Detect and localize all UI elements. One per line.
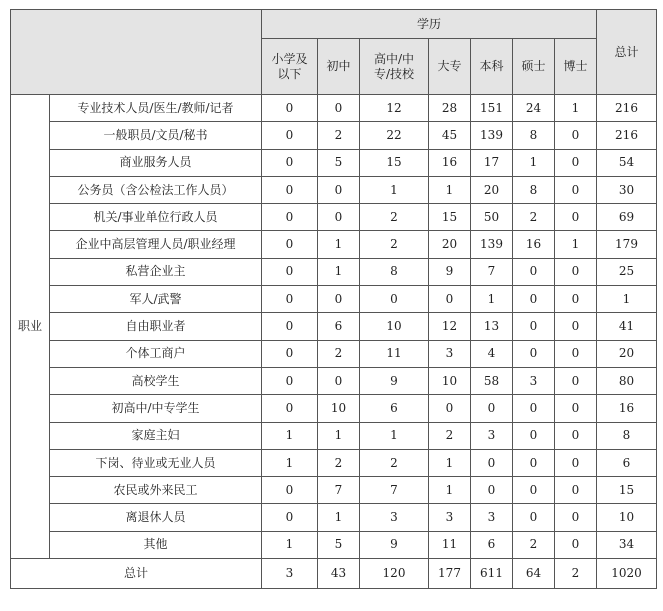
column-header: 硕士 <box>513 39 555 95</box>
data-cell: 9 <box>360 531 429 558</box>
data-cell: 0 <box>555 176 597 203</box>
data-cell: 2 <box>513 204 555 231</box>
row-total-cell: 216 <box>597 95 657 122</box>
row-label: 自由职业者 <box>50 313 262 340</box>
data-cell: 0 <box>555 258 597 285</box>
data-cell: 10 <box>429 367 471 394</box>
table-row <box>11 422 657 449</box>
row-label: 公务员（含公检法工作人员） <box>50 176 262 203</box>
data-cell: 0 <box>262 340 318 367</box>
total-cell: 120 <box>360 559 429 589</box>
row-total-cell: 10 <box>597 504 657 531</box>
table-row <box>11 340 657 367</box>
column-header: 大专 <box>429 39 471 95</box>
data-cell: 50 <box>471 204 513 231</box>
data-cell: 0 <box>360 286 429 313</box>
data-cell: 1 <box>555 95 597 122</box>
total-cell: 43 <box>318 559 360 589</box>
data-cell: 1 <box>360 422 429 449</box>
table-row <box>11 449 657 476</box>
data-cell: 139 <box>471 231 513 258</box>
data-cell: 10 <box>360 313 429 340</box>
row-total-cell: 179 <box>597 231 657 258</box>
data-cell: 0 <box>262 258 318 285</box>
table-row <box>11 122 657 149</box>
data-cell: 0 <box>262 286 318 313</box>
data-cell: 7 <box>471 258 513 285</box>
data-cell: 0 <box>555 449 597 476</box>
row-total-cell: 80 <box>597 367 657 394</box>
data-cell: 15 <box>429 204 471 231</box>
row-label: 一般职员/文员/秘书 <box>50 122 262 149</box>
data-cell: 6 <box>360 395 429 422</box>
row-label: 商业服务人员 <box>50 149 262 176</box>
row-total-cell: 16 <box>597 395 657 422</box>
data-cell: 5 <box>318 149 360 176</box>
data-cell: 22 <box>360 122 429 149</box>
data-cell: 45 <box>429 122 471 149</box>
data-cell: 151 <box>471 95 513 122</box>
row-total-cell: 54 <box>597 149 657 176</box>
data-cell: 0 <box>318 286 360 313</box>
data-cell: 0 <box>555 286 597 313</box>
education-group-header: 学历 <box>262 10 597 39</box>
data-cell: 3 <box>471 504 513 531</box>
data-cell: 2 <box>360 231 429 258</box>
row-label: 离退休人员 <box>50 504 262 531</box>
data-cell: 0 <box>555 395 597 422</box>
data-cell: 3 <box>360 504 429 531</box>
data-cell: 58 <box>471 367 513 394</box>
data-cell: 9 <box>429 258 471 285</box>
data-cell: 0 <box>555 367 597 394</box>
data-cell: 2 <box>360 204 429 231</box>
row-total-cell: 30 <box>597 176 657 203</box>
data-cell: 0 <box>471 395 513 422</box>
data-cell: 17 <box>471 149 513 176</box>
data-cell: 0 <box>262 477 318 504</box>
row-label: 军人/武警 <box>50 286 262 313</box>
grand-total-cell: 1020 <box>597 559 657 589</box>
data-cell: 1 <box>555 231 597 258</box>
data-cell: 7 <box>318 477 360 504</box>
data-cell: 2 <box>513 531 555 558</box>
table-row <box>11 231 657 258</box>
data-cell: 1 <box>318 504 360 531</box>
data-cell: 1 <box>318 422 360 449</box>
data-cell: 0 <box>513 313 555 340</box>
table-row <box>11 531 657 558</box>
data-cell: 5 <box>318 531 360 558</box>
data-cell: 20 <box>471 176 513 203</box>
row-label: 高校学生 <box>50 367 262 394</box>
data-cell: 0 <box>513 477 555 504</box>
row-label: 企业中高层管理人员/职业经理 <box>50 231 262 258</box>
column-header: 小学及以下 <box>262 39 318 95</box>
data-cell: 2 <box>318 449 360 476</box>
row-total-cell: 34 <box>597 531 657 558</box>
data-cell: 0 <box>262 176 318 203</box>
row-label: 初高中/中专学生 <box>50 395 262 422</box>
data-cell: 1 <box>262 449 318 476</box>
table-row <box>11 204 657 231</box>
data-cell: 8 <box>360 258 429 285</box>
data-cell: 12 <box>360 95 429 122</box>
data-cell: 0 <box>513 286 555 313</box>
data-cell: 0 <box>262 122 318 149</box>
table-row <box>11 395 657 422</box>
data-cell: 1 <box>513 149 555 176</box>
data-cell: 0 <box>555 531 597 558</box>
column-header: 初中 <box>318 39 360 95</box>
data-cell: 0 <box>262 504 318 531</box>
data-cell: 16 <box>429 149 471 176</box>
data-cell: 0 <box>555 149 597 176</box>
column-header: 博士 <box>555 39 597 95</box>
data-cell: 1 <box>262 531 318 558</box>
data-cell: 1 <box>471 286 513 313</box>
table-row <box>11 477 657 504</box>
table-body <box>11 95 657 559</box>
data-cell: 0 <box>555 204 597 231</box>
data-cell: 3 <box>471 422 513 449</box>
data-cell: 0 <box>513 449 555 476</box>
data-cell: 6 <box>471 531 513 558</box>
data-cell: 3 <box>429 504 471 531</box>
data-cell: 0 <box>318 95 360 122</box>
row-total-cell: 20 <box>597 340 657 367</box>
data-cell: 9 <box>360 367 429 394</box>
table-row <box>11 258 657 285</box>
data-cell: 0 <box>555 122 597 149</box>
row-total-cell: 8 <box>597 422 657 449</box>
data-cell: 0 <box>513 504 555 531</box>
data-cell: 7 <box>360 477 429 504</box>
data-cell: 2 <box>360 449 429 476</box>
data-cell: 0 <box>262 149 318 176</box>
header-row-top <box>11 10 657 39</box>
row-label: 私营企业主 <box>50 258 262 285</box>
data-cell: 28 <box>429 95 471 122</box>
data-cell: 0 <box>318 367 360 394</box>
data-cell: 0 <box>513 422 555 449</box>
data-cell: 10 <box>318 395 360 422</box>
data-cell: 0 <box>262 231 318 258</box>
data-cell: 0 <box>429 395 471 422</box>
data-cell: 0 <box>318 204 360 231</box>
data-cell: 4 <box>471 340 513 367</box>
data-cell: 3 <box>513 367 555 394</box>
total-cell: 64 <box>513 559 555 589</box>
data-cell: 2 <box>318 340 360 367</box>
occupation-education-table <box>10 9 657 589</box>
table-row <box>11 313 657 340</box>
data-cell: 139 <box>471 122 513 149</box>
data-cell: 1 <box>360 176 429 203</box>
data-cell: 8 <box>513 122 555 149</box>
data-cell: 1 <box>429 449 471 476</box>
total-cell: 3 <box>262 559 318 589</box>
table-row <box>11 95 657 122</box>
data-cell: 1 <box>429 477 471 504</box>
row-total-cell: 15 <box>597 477 657 504</box>
row-label: 其他 <box>50 531 262 558</box>
row-total-cell: 41 <box>597 313 657 340</box>
data-cell: 0 <box>513 395 555 422</box>
total-row <box>11 559 657 589</box>
column-header: 本科 <box>471 39 513 95</box>
table-row <box>11 149 657 176</box>
table-row <box>11 286 657 313</box>
data-cell: 8 <box>513 176 555 203</box>
data-cell: 11 <box>429 531 471 558</box>
data-cell: 0 <box>513 340 555 367</box>
data-cell: 0 <box>471 477 513 504</box>
data-cell: 3 <box>429 340 471 367</box>
data-cell: 0 <box>555 313 597 340</box>
row-label: 机关/事业单位行政人员 <box>50 204 262 231</box>
data-cell: 1 <box>429 176 471 203</box>
data-cell: 1 <box>262 422 318 449</box>
table-row <box>11 504 657 531</box>
data-cell: 0 <box>555 477 597 504</box>
total-row-label: 总计 <box>11 559 262 589</box>
data-cell: 13 <box>471 313 513 340</box>
data-cell: 2 <box>318 122 360 149</box>
table-row <box>11 367 657 394</box>
row-total-cell: 25 <box>597 258 657 285</box>
data-cell: 12 <box>429 313 471 340</box>
row-total-cell: 6 <box>597 449 657 476</box>
data-cell: 0 <box>513 258 555 285</box>
data-cell: 0 <box>429 286 471 313</box>
data-cell: 16 <box>513 231 555 258</box>
row-total-cell: 1 <box>597 286 657 313</box>
data-cell: 6 <box>318 313 360 340</box>
data-cell: 11 <box>360 340 429 367</box>
data-cell: 0 <box>262 313 318 340</box>
total-column-header: 总计 <box>597 10 657 95</box>
corner-cell <box>11 10 262 95</box>
row-total-cell: 69 <box>597 204 657 231</box>
data-cell: 0 <box>555 340 597 367</box>
total-cell: 2 <box>555 559 597 589</box>
row-group-label: 职业 <box>11 95 50 559</box>
data-cell: 20 <box>429 231 471 258</box>
data-cell: 1 <box>318 231 360 258</box>
data-cell: 0 <box>262 395 318 422</box>
data-cell: 0 <box>555 422 597 449</box>
row-label: 家庭主妇 <box>50 422 262 449</box>
row-total-cell: 216 <box>597 122 657 149</box>
row-label: 农民或外来民工 <box>50 477 262 504</box>
total-cell: 177 <box>429 559 471 589</box>
total-cell: 611 <box>471 559 513 589</box>
data-cell: 0 <box>471 449 513 476</box>
column-header: 高中/中专/技校 <box>360 39 429 95</box>
row-label: 专业技术人员/医生/教师/记者 <box>50 95 262 122</box>
row-label: 个体工商户 <box>50 340 262 367</box>
data-cell: 0 <box>262 367 318 394</box>
data-cell: 2 <box>429 422 471 449</box>
data-cell: 15 <box>360 149 429 176</box>
data-cell: 0 <box>318 176 360 203</box>
row-label: 下岗、待业或无业人员 <box>50 449 262 476</box>
data-cell: 0 <box>262 204 318 231</box>
table-row <box>11 176 657 203</box>
data-cell: 0 <box>555 504 597 531</box>
data-cell: 0 <box>262 95 318 122</box>
data-cell: 24 <box>513 95 555 122</box>
data-cell: 1 <box>318 258 360 285</box>
